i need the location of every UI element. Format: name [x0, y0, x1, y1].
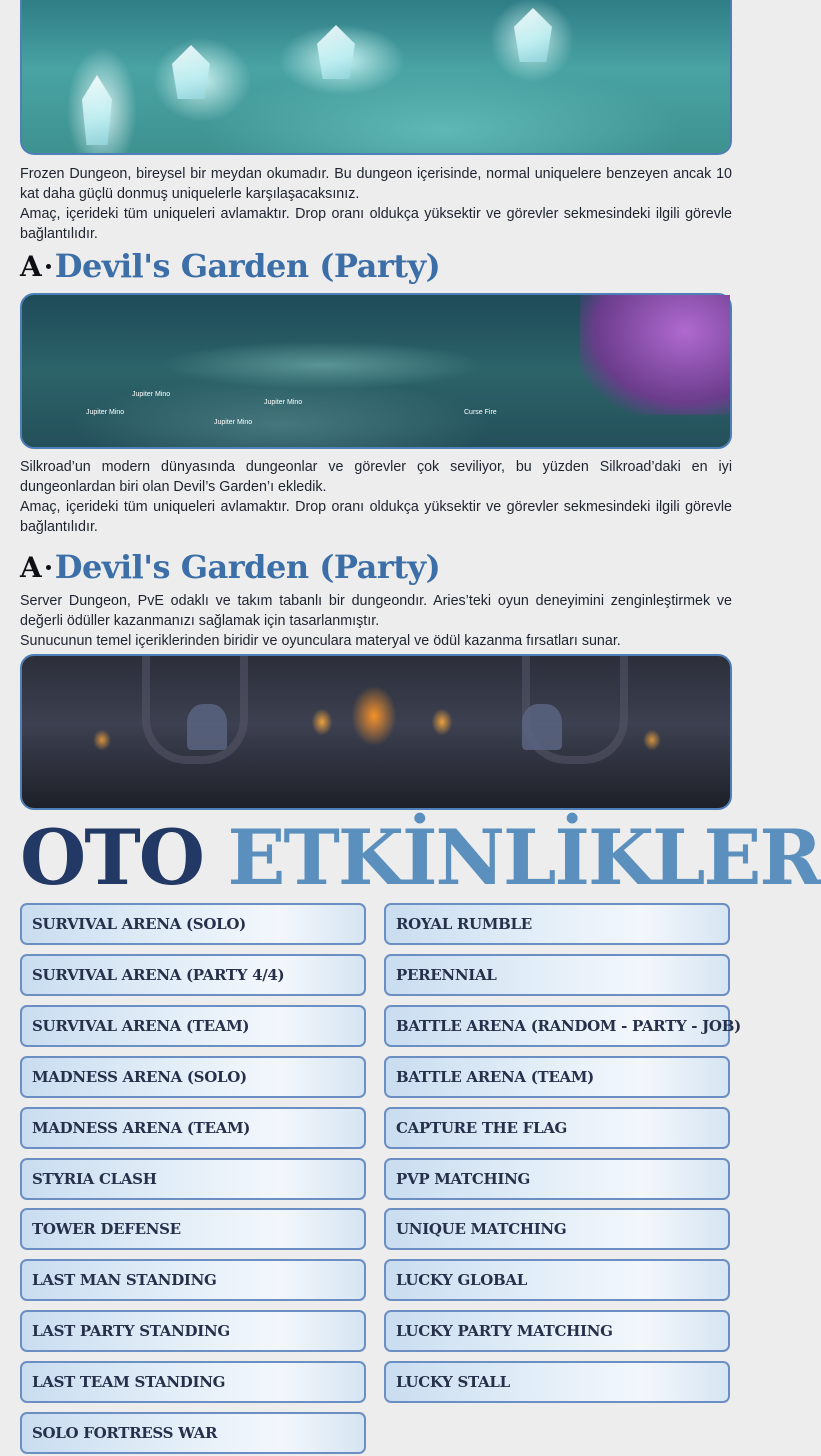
event-button[interactable]: ROYAL RUMBLE — [384, 903, 730, 945]
ice-crystal-icon — [82, 75, 112, 145]
event-button[interactable]: MADNESS ARENA (SOLO) — [20, 1056, 366, 1098]
scene-label: Jupiter Mino — [264, 399, 303, 406]
event-button[interactable]: SURVIVAL ARENA (TEAM) — [20, 1005, 366, 1047]
scene-label: Jupiter Mino — [86, 409, 125, 416]
paragraph: Silkroad’un modern dünyasında dungeonlar ve görevler çok seviliyor, bu yüzden Silkroad’daki en iyi dungeonlardan biri olan Devil’s Garden’ı ekledik. — [20, 459, 732, 495]
scene-label: Jupiter Mino — [132, 391, 171, 398]
event-button[interactable]: PVP MATCHING — [384, 1158, 730, 1200]
event-button[interactable]: TOWER DEFENSE — [20, 1208, 366, 1250]
events-title-part1: OTO — [20, 813, 203, 902]
event-button[interactable]: MADNESS ARENA (TEAM) — [20, 1107, 366, 1149]
heading-title: Devil's Garden (Party) — [54, 247, 441, 285]
server-dungeon-image — [20, 654, 732, 810]
event-button[interactable]: STYRIA CLASH — [20, 1158, 366, 1200]
scene-label: Curse Fire — [464, 409, 497, 416]
event-button[interactable]: SURVIVAL ARENA (SOLO) — [20, 903, 366, 945]
ice-crystal-icon — [514, 8, 552, 62]
paragraph: Amaç, içerideki tüm uniqueleri avlamaktır. Drop oranı oldukça yüksektir ve görevler sekmesindeki ilgili görevle bağlantılıdır. — [20, 499, 732, 535]
ice-crystal-icon — [317, 25, 355, 79]
event-button[interactable]: LAST TEAM STANDING — [20, 1361, 366, 1403]
devils-garden-image — [20, 293, 732, 449]
event-button[interactable]: LUCKY STALL — [384, 1361, 730, 1403]
tree-icon — [580, 295, 730, 415]
event-button[interactable]: UNIQUE MATCHING — [384, 1208, 730, 1250]
event-button[interactable]: SOLO FORTRESS WAR — [20, 1412, 366, 1454]
brand-mark-icon: A — [20, 249, 42, 283]
heading-title: Devil's Garden (Party) — [54, 548, 441, 586]
paragraph: Server Dungeon, PvE odaklı ve takım tabanlı bir dungeondır. Aries’teki oyun deneyimini zenginleştirmek ve değerli ödüller kazanmanızı sağlamak için tasarlanmıştır. — [20, 593, 732, 629]
brand-mark-icon: A — [20, 550, 42, 584]
dot-icon — [46, 565, 51, 570]
event-button[interactable]: CAPTURE THE FLAG — [384, 1107, 730, 1149]
server-description — [20, 591, 732, 651]
section-heading-server — [20, 545, 440, 589]
event-button[interactable]: SURVIVAL ARENA (PARTY 4/4) — [20, 954, 366, 996]
scene-label: Jupiter Mino — [214, 419, 253, 426]
paragraph: Sunucunun temel içeriklerinden biridir ve oyunculara materyal ve ödül kazanma fırsatları sunar. — [20, 633, 621, 649]
event-button[interactable]: LAST PARTY STANDING — [20, 1310, 366, 1352]
event-button[interactable]: LAST MAN STANDING — [20, 1259, 366, 1301]
event-button[interactable]: BATTLE ARENA (RANDOM - PARTY - JOB) — [384, 1005, 730, 1047]
paragraph: Frozen Dungeon, bireysel bir meydan okumadır. Bu dungeon içerisinde, normal uniquelere benzeyen ancak 10 kat daha güçlü donmuş uniquelerle karşılaşacaksınız. — [20, 166, 732, 202]
event-button[interactable]: LUCKY PARTY MATCHING — [384, 1310, 730, 1352]
events-title-part2: ETKİNLİKLER — [227, 813, 821, 902]
paragraph: Amaç, içerideki tüm uniqueleri avlamaktır. Drop oranı oldukça yüksektir ve görevler sekmesindeki ilgili görevle bağlantılıdır. — [20, 206, 732, 242]
section-heading-devil — [20, 244, 440, 288]
events-title — [20, 813, 821, 902]
devil-description — [20, 457, 732, 537]
frozen-dungeon-image — [20, 0, 732, 155]
frozen-description — [20, 164, 732, 244]
gargoyle-statue-icon — [187, 704, 227, 750]
ice-crystal-icon — [172, 45, 210, 99]
event-button[interactable]: LUCKY GLOBAL — [384, 1259, 730, 1301]
event-button[interactable]: BATTLE ARENA (TEAM) — [384, 1056, 730, 1098]
event-button[interactable]: PERENNIAL — [384, 954, 730, 996]
dot-icon — [46, 264, 51, 269]
gargoyle-statue-icon — [522, 704, 562, 750]
